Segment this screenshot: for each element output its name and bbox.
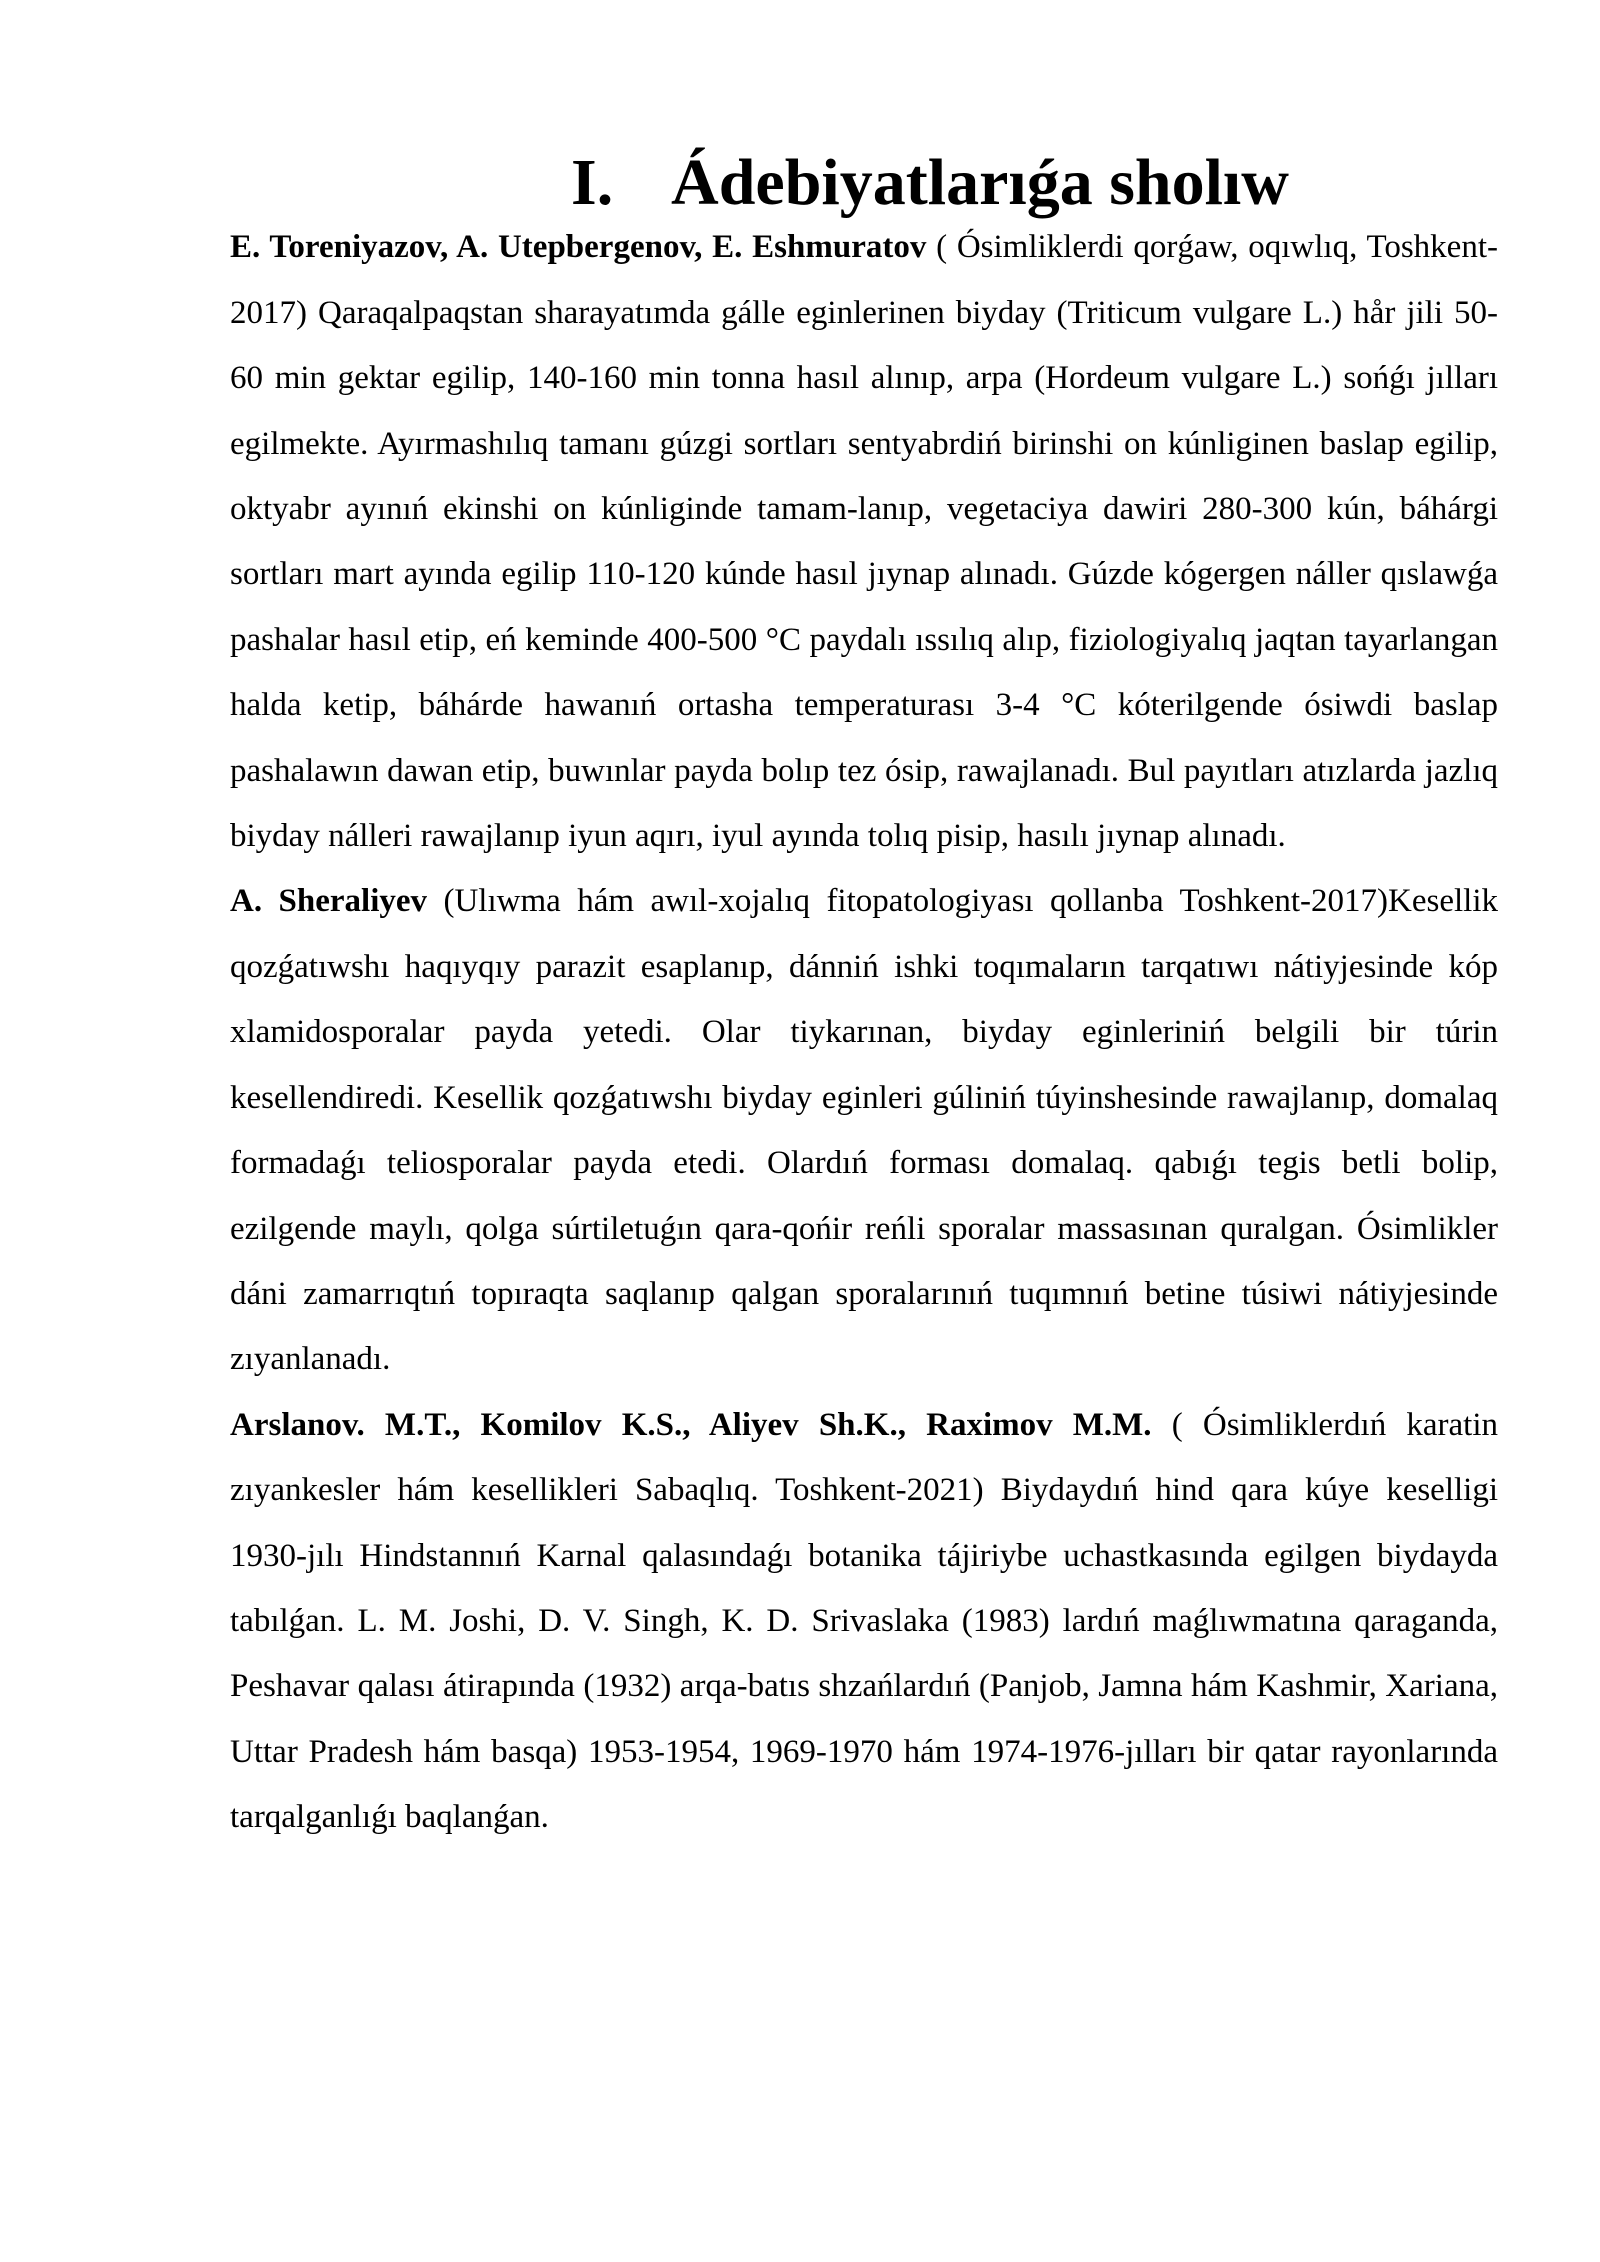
document-page bbox=[230, 146, 1498, 1851]
paragraph-text: (Ulıwma hám awıl-xojalıq fitopatologiyası qollanba Toshkent-2017)Kesellik qozǵatıwshı haqıyqıy parazit esaplanıp, dánniń ishki toqımaların tarqatıwı nátiyjesinde kóp xlamidosporalar payda yetedi. Olar tiykarınan, biyday eginleriniń belgili bir túrin kesellendiredi. Kesellik qozǵatıwshı biyday eginleri gúliniń túyinshesinde rawajlanıp, domalaq formadaǵı teliosporalar payda etedi. Olardıń forması domalaq. qabıǵı tegis betli bolip, ezilgende maylı, qolga súrtiletuǵın qara-qońir reńli sporalar massasınan quralgan. Ósimlikler dáni zamarrıqtıń topıraqta saqlanıp qalgan sporalarınıń tuqımnıń betine túsiwi nátiyjesinde zıyanlanadı. bbox=[230, 883, 1498, 1378]
paragraph-authors: Arslanov. M.T., Komilov K.S., Aliyev Sh.K., Raximov M.M. bbox=[230, 1406, 1152, 1443]
paragraph-text: ( Ósimliklerdıń karatin zıyankesler hám kesellikleri Sabaqlıq. Toshkent-2021) Biydaydıń hind qara kúye keselligi 1930-jılı Hindstannıń Karnal qalasındaǵı botanika tájiriybe uchastkasında egilgen biydayda tabılǵan. L. M. Joshi, D. V. Singh, K. D. Srivaslaka (1983) lardıń maǵlıwmatına qaraganda, Peshavar qalası átirapında (1932) arqa-batıs shzańlardıń (Panjob, Jamna hám Kashmir, Xariana, Uttar Pradesh hám basqa) 1953-1954, 1969-1970 hám 1974-1976-jılları bir qatar rayonlarında tarqalganlıǵı baqlanǵan. bbox=[230, 1406, 1498, 1836]
paragraph-toreniyazov bbox=[230, 215, 1498, 869]
paragraph-sheraliyev bbox=[230, 869, 1498, 1392]
section-number: I. bbox=[571, 146, 614, 219]
paragraph-text: ( Ósimliklerdi qorǵaw, oqıwlıq, Toshkent-2017) Qaraqalpaqstan sharayatımda gálle eginlerinen biyday (Triticum vulgare L.) hår jili 50-60 min gektar egilip, 140-160 min tonna hasıl alınıp, arpa (Hordeum vulgare L.) sońǵı jılları egilmekte. Ayırmashılıq tamanı gúzgi sortları sentyabrdiń birinshi on kúnliginen baslap egilip, oktyabr ayınıń ekinshi on kúnliginde tamam-lanıp, vegetaciya dawiri 280-300 kún, báhárgi sortları mart ayında egilip 110-120 kúnde hasıl jıynap alınadı. Gúzde kógergen náller qıslawǵa pashalar hasıl etip, eń keminde 400-500 °C paydalı ıssılıq alıp, fiziologiyalıq jaqtan tayarlangan halda ketip, báhárde hawanıń ortasha temperaturası 3-4 °C kóterilgende ósiwdi baslap pashalawın dawan etip, buwınlar payda bolıp tez ósip, rawajlanadı. Bul payıtları atızlarda jazlıq biyday nálleri rawajlanıp iyun aqırı, iyul ayında tolıq pisip, hasılı jıynap alınadı. bbox=[230, 229, 1498, 855]
paragraph-arslanov bbox=[230, 1393, 1498, 1851]
section-title: Ádebiyatlarıǵa sholıw bbox=[671, 146, 1289, 219]
paragraph-authors: E. Toreniyazov, A. Utepbergenov, E. Eshmuratov bbox=[230, 229, 927, 266]
paragraph-authors: A. Sheraliyev bbox=[230, 883, 428, 920]
section-heading bbox=[230, 146, 1498, 219]
